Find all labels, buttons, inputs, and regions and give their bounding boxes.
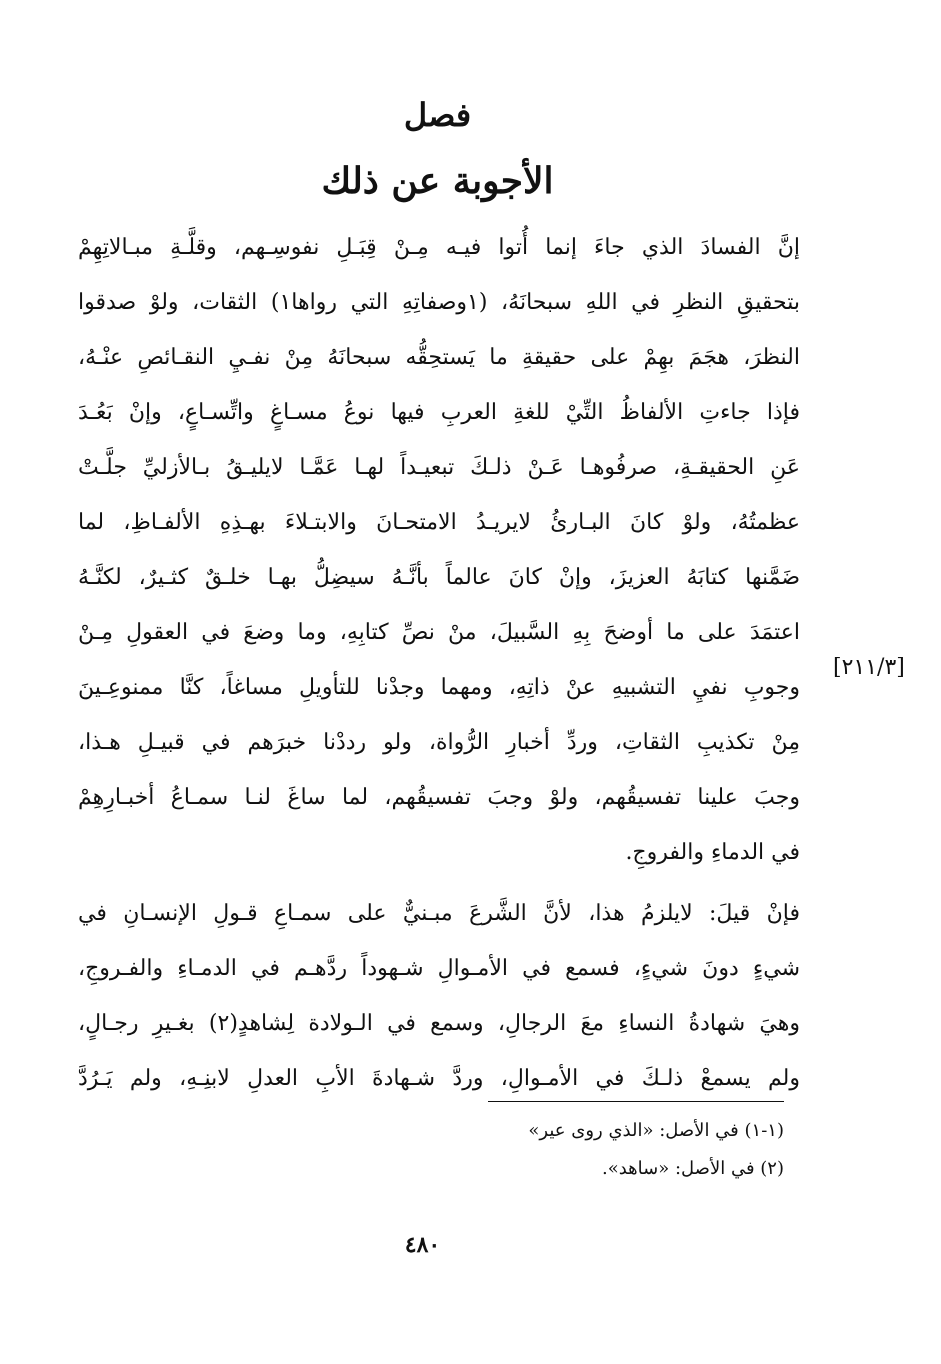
footnote-1: (١-١) في الأصل: «الذي روى عير» [528,1120,784,1141]
text-line: في الدماءِ والفروجِ. [625,840,800,865]
text-line: عَنِ الحقيقـةِ، صرفُوهـا عَـنْ ذلـكَ تبعيـداً لهـا عَمَّـا لايليـقُ بـالأزليِّ جلَّـتْ [78,455,800,480]
section-heading: فصل [403,96,472,134]
text-line: مِنْ تكذيبِ الثقاتِ، وردِّ أخبارِ الرُّواة، ولو رددْنا خبرَهم في قبيـلِ هـذا، [78,730,800,755]
text-line: ضَمَّنها كتابَهُ العزيزَ، وإنْ كانَ عالماً بأنَّـهُ سيضِلُّ بهـا خلـقٌ كثـيرٌ، لكنَّـهُ [78,565,800,590]
text-line: وهيَ شهادةُ النساءِ معَ الرجالِ، وسمع في الـولادة لِشاهدٍ(٢) بغـيرِ رجـالٍ، [78,1011,800,1036]
paragraph-2 [78,886,800,1106]
text-line: فإنْ قيلَ: لايلزمُ هذا، لأنَّ الشَّرعَ مبـنيٌّ على سمـاعِ قـولِ الإنسـانِ في [78,901,800,926]
footnote-divider [488,1101,784,1102]
text-line: ولم يسمعْ ذلـكَ في الأمـوالِ، وردَّ شـهادةَ الأبِ العدلِ لابنِـهِ، ولم يَـرُدَّ [78,1066,800,1091]
body-text [78,220,800,1106]
paragraph-1 [78,220,800,880]
text-line: بتحقيقِ النظرِ في اللهِ سبحانَهُ، (١وصفاتِهِ التي رواها١) الثقات، ولوْ صدقوا [78,290,800,315]
footnotes [200,1112,784,1188]
text-line: عظمتُهُ، ولوْ كانَ البـارئُ لايريـدُ الامتحـانَ والابتـلاءَ بهـذِهِ الألفـاظِ، لما [78,510,800,535]
footnote-2: (٢) في الأصل: «ساهد». [602,1158,784,1179]
section-title: الأجوبة عن ذلك [321,160,554,202]
text-line: اعتمَدَ على ما أوضحَ بِهِ السَّبيلَ، منْ نصِّ كتابِهِ، وما وضعَ في العقولِ مِـنْ [78,620,800,645]
text-line: شيءٍ دونَ شيءٍ، فسمع في الأمـوالِ شـهوداً ردَّهـم في الدمـاءِ والفـروجِ، [78,956,800,981]
text-line: النظرَ، هجَمَ بهِمْ على حقيقةِ ما يَستحِقُّه سبحانَهُ مِنْ نفـيِ النقـائصِ عنْـهُ، [78,345,800,370]
page-number: ٤٨٠ [404,1232,441,1258]
text-line: وجوبِ نفيِ التشبيهِ عنْ ذاتِهِ، ومهما وجدْنا للتأويلِ مساغاً، كنَّا ممنوعِـينَ [78,675,800,700]
text-line: فإذا جاءتِ الألفاظُ التِّيْ للغةِ العربِ فيها نوعُ مسـاغٍ واتِّسـاعٍ، وإنْ بَعُـدَ [78,400,800,425]
margin-reference: [٢١١/٣] [833,655,905,680]
text-line: إنَّ الفسادَ الذي جاءَ إنما أُتوا فيـه مِـنْ قِبَـلِ نفوسِـهم، وقلَّـةِ مبـالاتِهِمْ [78,235,800,260]
text-line: وجبَ علينا تفسيقُهم، ولوْ وجبَ تفسيقُهم، لما ساغَ لنـا سمـاعُ أخبـارِهِمْ [78,785,800,810]
